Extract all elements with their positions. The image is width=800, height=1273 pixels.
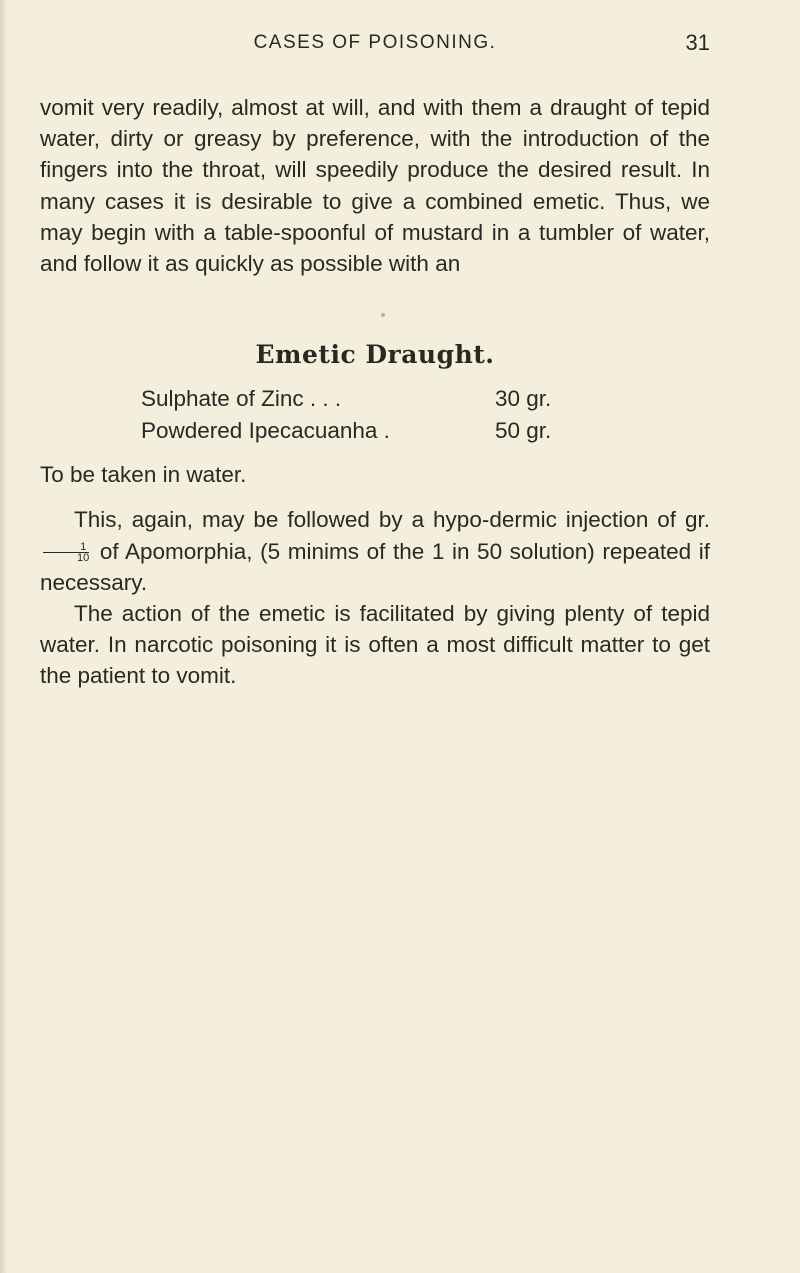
running-title: CASES OF POISONING. [253, 32, 497, 53]
page-edge-shadow [0, 0, 8, 1273]
stray-mark [381, 313, 385, 317]
ingredient-name: Powdered Ipecacuanha . [141, 418, 390, 444]
ingredient-quantity: 50 gr. [495, 418, 552, 444]
recipe-heading: Emetic Draught. [255, 340, 495, 370]
paragraph-instruction: To be taken in water. [40, 462, 247, 488]
fraction-numerator: 1 [43, 542, 89, 553]
page-number: 31 [685, 30, 710, 55]
paragraph-injection [40, 504, 710, 598]
ingredient-quantity: 30 gr. [495, 386, 552, 412]
paragraph-closing: The action of the emetic is facilitated by giving plenty of tepid water. In narcotic poisoning it is often a most difficult matter to get the patient to vomit. [40, 601, 710, 689]
ingredient-name: Sulphate of Zinc . . . [141, 386, 342, 412]
book-page [40, 30, 710, 692]
recipe-line [40, 383, 710, 415]
injection-text-start: This, again, may be followed by a hypo-dermic injection of gr. [74, 507, 710, 533]
running-header [40, 30, 710, 70]
fraction [43, 542, 89, 563]
injection-text-end: of Apomorphia, (5 minims of the 1 in 50 solution) repeated if necessary. [40, 538, 710, 595]
fraction-denominator: 10 [77, 552, 90, 565]
paragraph-intro: vomit very readily, almost at will, and with them a draught of tepid water, dirty or greasy by preference, with the introduction of the fingers into the throat, will speedily produce the desired result. In many cases it is desirable to give a combined emetic. Thus, we may begin with a table-spoonful of mustard in a tumbler of water, and follow it as quickly as possible with an [40, 95, 710, 277]
recipe-line [40, 415, 710, 447]
